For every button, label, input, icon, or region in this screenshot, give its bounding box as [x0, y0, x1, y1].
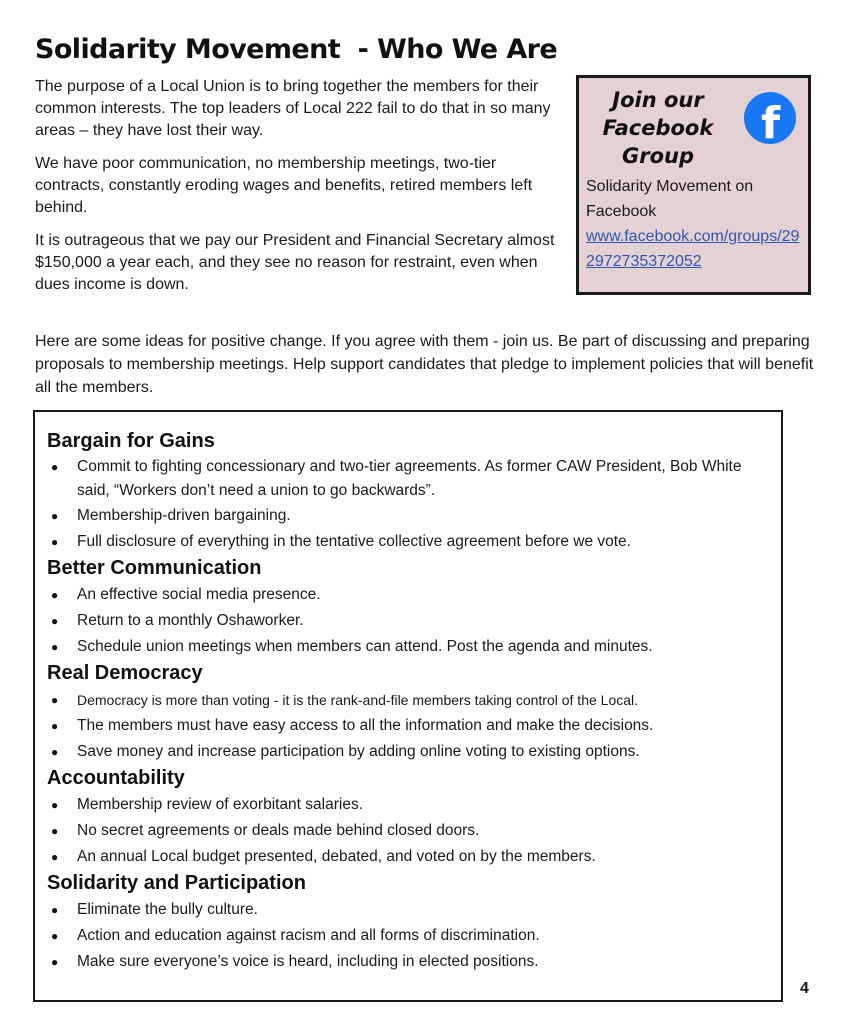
section-accountability [47, 765, 771, 870]
bullet-list [47, 687, 771, 765]
bullet-list [47, 455, 771, 555]
list-item [47, 608, 771, 634]
list-item-text: Eliminate the bully culture. [77, 901, 258, 918]
bullet-icon: ● [51, 460, 59, 474]
facebook-group-link[interactable]: www.facebook.com/groups/292972735372052 [586, 228, 800, 270]
list-item [47, 923, 771, 949]
section-solidarity-and-participation [47, 870, 771, 975]
list-item [47, 503, 771, 529]
list-item-text: Full disclosure of everything in the tentative collective agreement before we vote. [77, 533, 631, 550]
page-title: Solidarity Movement - Who We Are [35, 34, 558, 65]
list-item-text: The members must have easy access to all the information and make the decisions. [77, 717, 654, 734]
section-title: Real Democracy [47, 662, 203, 684]
section-bargain-for-gains [47, 428, 771, 555]
intro-paragraph: We have poor communication, no membership meetings, two-tier contracts, constantly eroding wages and benefits, retired members left behind. [35, 155, 533, 216]
intro-text [35, 76, 560, 307]
list-item-text: Make sure everyone’s voice is heard, including in elected positions. [77, 953, 539, 970]
list-item [47, 897, 771, 923]
list-item-text: An effective social media presence. [77, 586, 321, 603]
list-item [47, 582, 771, 608]
list-item [47, 818, 771, 844]
facebook-icon-letter: f [761, 98, 781, 144]
facebook-group-heading: Join our Facebook Group [602, 88, 714, 168]
bullet-list [47, 582, 771, 660]
section-better-communication [47, 555, 771, 660]
bullet-icon: ● [51, 640, 59, 654]
section-title: Bargain for Gains [47, 430, 215, 452]
list-item [47, 529, 771, 555]
facebook-group-box [576, 75, 811, 295]
bullet-icon: ● [51, 509, 59, 523]
call-to-action-text: Here are some ideas for positive change. If you agree with them - join us. Be part of discussing and preparing proposals to membership meetings. Help support candidates that pledge to implement policies that will benefit all the members. [35, 333, 814, 396]
list-item [47, 634, 771, 660]
intro-paragraph: It is outrageous that we pay our President and Financial Secretary almost $150,000 a year each, and they see no reason for restraint, even when dues income is down. [35, 232, 555, 293]
section-real-democracy [47, 660, 771, 765]
bullet-icon: ● [51, 798, 59, 812]
list-item-text: Save money and increase participation by adding online voting to existing options. [77, 743, 640, 760]
bullet-icon: ● [51, 824, 59, 838]
list-item [47, 844, 771, 870]
list-item [47, 713, 771, 739]
list-item [47, 792, 771, 818]
list-item-text: Return to a monthly Oshaworker. [77, 612, 304, 629]
bullet-icon: ● [51, 719, 59, 733]
list-item [47, 949, 771, 975]
bullet-icon: ● [51, 614, 59, 628]
list-item [47, 455, 771, 503]
intro-paragraph: The purpose of a Local Union is to bring together the members for their common interests. The top leaders of Local 222 fail to do that in so many areas – they have lost their way. [35, 78, 551, 139]
bullet-list [47, 792, 771, 870]
ideas-box [33, 410, 783, 1002]
bullet-icon: ● [51, 535, 59, 549]
list-item-text: An annual Local budget presented, debated, and voted on by the members. [77, 848, 596, 865]
bullet-icon: ● [51, 850, 59, 864]
list-item-text: Membership-driven bargaining. [77, 507, 291, 524]
list-item-text: Action and education against racism and all forms of discrimination. [77, 927, 540, 944]
list-item [47, 739, 771, 765]
bullet-icon: ● [51, 588, 59, 602]
bullet-icon: ● [51, 693, 59, 707]
bullet-icon: ● [51, 903, 59, 917]
page-number: 4 [800, 980, 809, 997]
list-item [47, 687, 771, 713]
facebook-group-info [586, 174, 808, 274]
bullet-icon: ● [51, 929, 59, 943]
facebook-page-name: Solidarity Movement on Facebook [586, 178, 754, 220]
bullet-list [47, 897, 771, 975]
facebook-icon [744, 92, 796, 144]
list-item-text: Democracy is more than voting - it is the rank-and-file members taking control of the Local. [77, 692, 639, 708]
section-title: Solidarity and Participation [47, 872, 306, 894]
list-item-text: No secret agreements or deals made behind closed doors. [77, 822, 480, 839]
list-item-text: Schedule union meetings when members can attend. Post the agenda and minutes. [77, 638, 653, 655]
list-item-text: Membership review of exorbitant salaries. [77, 796, 364, 813]
section-title: Accountability [47, 767, 185, 789]
bullet-icon: ● [51, 955, 59, 969]
list-item-text: Commit to fighting concessionary and two-tier agreements. As former CAW President, Bob White said, “Workers don’t need a union to go backwards”. [77, 458, 742, 499]
section-title: Better Communication [47, 557, 262, 579]
bullet-icon: ● [51, 745, 59, 759]
